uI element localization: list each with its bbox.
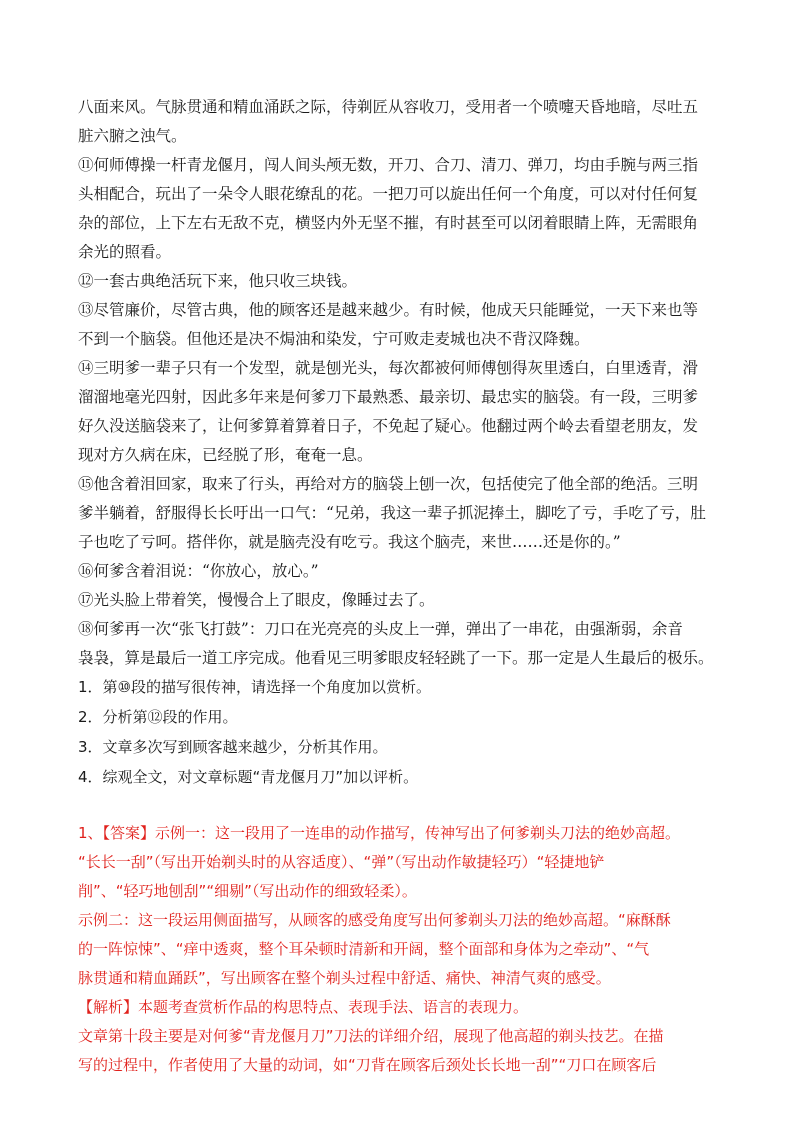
passage-line: 现对方久病在床，已经脱了形，奄奄一息。 xyxy=(78,446,373,464)
passage-line: 爹半躺着，舒服得长长吁出一口气：“兄弟，我这一辈子抓泥捧土，脚吃了亏，手吃了亏，肚 xyxy=(78,504,706,522)
passage-line: 袅袅，算是最后一道工序完成。他看见三明爹眼皮轻轻跳了一下。那一定是人生最后的极乐。 xyxy=(78,649,714,667)
question-item: 4．综观全文，对文章标题“青龙偃月刀”加以评析。 xyxy=(78,768,419,786)
passage-line: 子也吃了亏呵。搭伴你，就是脑壳没有吃亏。我这个脑壳，来世……还是你的。” xyxy=(78,533,621,551)
passage-line: ⑮他含着泪回家，取来了行头，再给对方的脑袋上刨一次，包括使完了他全部的绝活。三明 xyxy=(78,475,699,493)
passage-line: 余光的照看。 xyxy=(78,243,172,261)
passage-line: 好久没送脑袋来了，让何爹算着算着日子，不免起了疑心。他翻过两个岭去看望老朋友，发 xyxy=(78,417,699,435)
passage-line: 不到一个脑袋。但他还是决不焗油和染发，宁可败走麦城也决不背汉降魏。 xyxy=(78,330,590,348)
analysis-line: 写的过程中，作者使用了大量的动词，如“刀背在顾客后颈处长长地一刮”“刀口在顾客后 xyxy=(78,1056,657,1074)
passage-line: 八面来风。气脉贯通和精血涌跃之际，待剃匠从容收刀，受用者一个喷嚏天昏地暗，尽吐五 xyxy=(78,98,699,116)
answer-line: 削”、“轻巧地刨刮”“细剔”（写出动作的细致轻柔）。 xyxy=(78,882,417,900)
passage-line: ⑪何师傅操一杆青龙偃月，闯人间头颅无数，开刀、合刀、清刀、弹刀，均由手腕与两三指 xyxy=(78,156,699,174)
passage-line: 头相配合，玩出了一朵令人眼花缭乱的花。一把刀可以旋出任何一个角度，可以对付任何复 xyxy=(78,185,699,203)
answer-line: 脉贯通和精血踊跃”，写出顾客在整个剃头过程中舒适、痛快、神清气爽的感受。 xyxy=(78,969,611,987)
answer-line: “长长一刮”（写出开始剃头时的从容适度）、“弹”（写出动作敏捷轻巧）“轻捷地铲 xyxy=(78,853,605,871)
passage-line: ⑱何爹再一次“张飞打鼓”：刀口在光亮亮的头皮上一弹，弹出了一串花，由强渐弱，余音 xyxy=(78,620,683,638)
passage-line: 杂的部位，上下左右无敌不克，横竖内外无坚不摧，有时甚至可以闭着眼睛上阵，无需眼角 xyxy=(78,214,699,232)
passage-line: 脏六腑之浊气。 xyxy=(78,127,187,145)
passage-line: ⑰光头脸上带着笑，慢慢合上了眼皮，像睡过去了。 xyxy=(78,591,435,609)
passage-line: ⑯何爹含着泪说：“你放心，放心。” xyxy=(78,562,319,580)
question-item: 1．第⑩段的描写很传神，请选择一个角度加以赏析。 xyxy=(78,678,431,696)
passage-line: ⑬尽管廉价，尽管古典，他的顾客还是越来越少。有时候，他成天只能睡觉，一天下来也等 xyxy=(78,301,699,319)
passage-line: ⑭三明爹一辈子只有一个发型，就是刨光头，每次都被何师傅刨得灰里透白，白里透青，滑 xyxy=(78,359,699,377)
analysis-line: 文章第十段主要是对何爹“青龙偃月刀”刀法的详细介绍，展现了他高超的剃头技艺。在描 xyxy=(78,1027,664,1045)
answer-line: 示例二：这一段运用侧面描写，从顾客的感受角度写出何爹剃头刀法的绝妙高超。“麻酥酥 xyxy=(78,911,671,929)
question-item: 2．分析第⑫段的作用。 xyxy=(78,708,238,726)
passage-line: 溜溜地毫光四射，因此多年来是何爹刀下最熟悉、最亲切、最忠实的脑袋。有一段，三明爹 xyxy=(78,388,699,406)
answer-line: 的一阵惊悚”、“痒中透爽，整个耳朵顿时清新和开阔，整个面部和身体为之牵动”、“气 xyxy=(78,940,650,958)
answer-line: 1、【答案】示例一：这一段用了一连串的动作描写，传神写出了何爹剃头刀法的绝妙高超。 xyxy=(78,824,681,842)
question-item: 3．文章多次写到顾客越来越少，分析其作用。 xyxy=(78,738,388,756)
passage-line: ⑫一套古典绝活玩下来，他只收三块钱。 xyxy=(78,272,358,290)
analysis-line: 【解析】本题考查赏析作品的构思特点、表现手法、语言的表现力。 xyxy=(78,998,529,1016)
